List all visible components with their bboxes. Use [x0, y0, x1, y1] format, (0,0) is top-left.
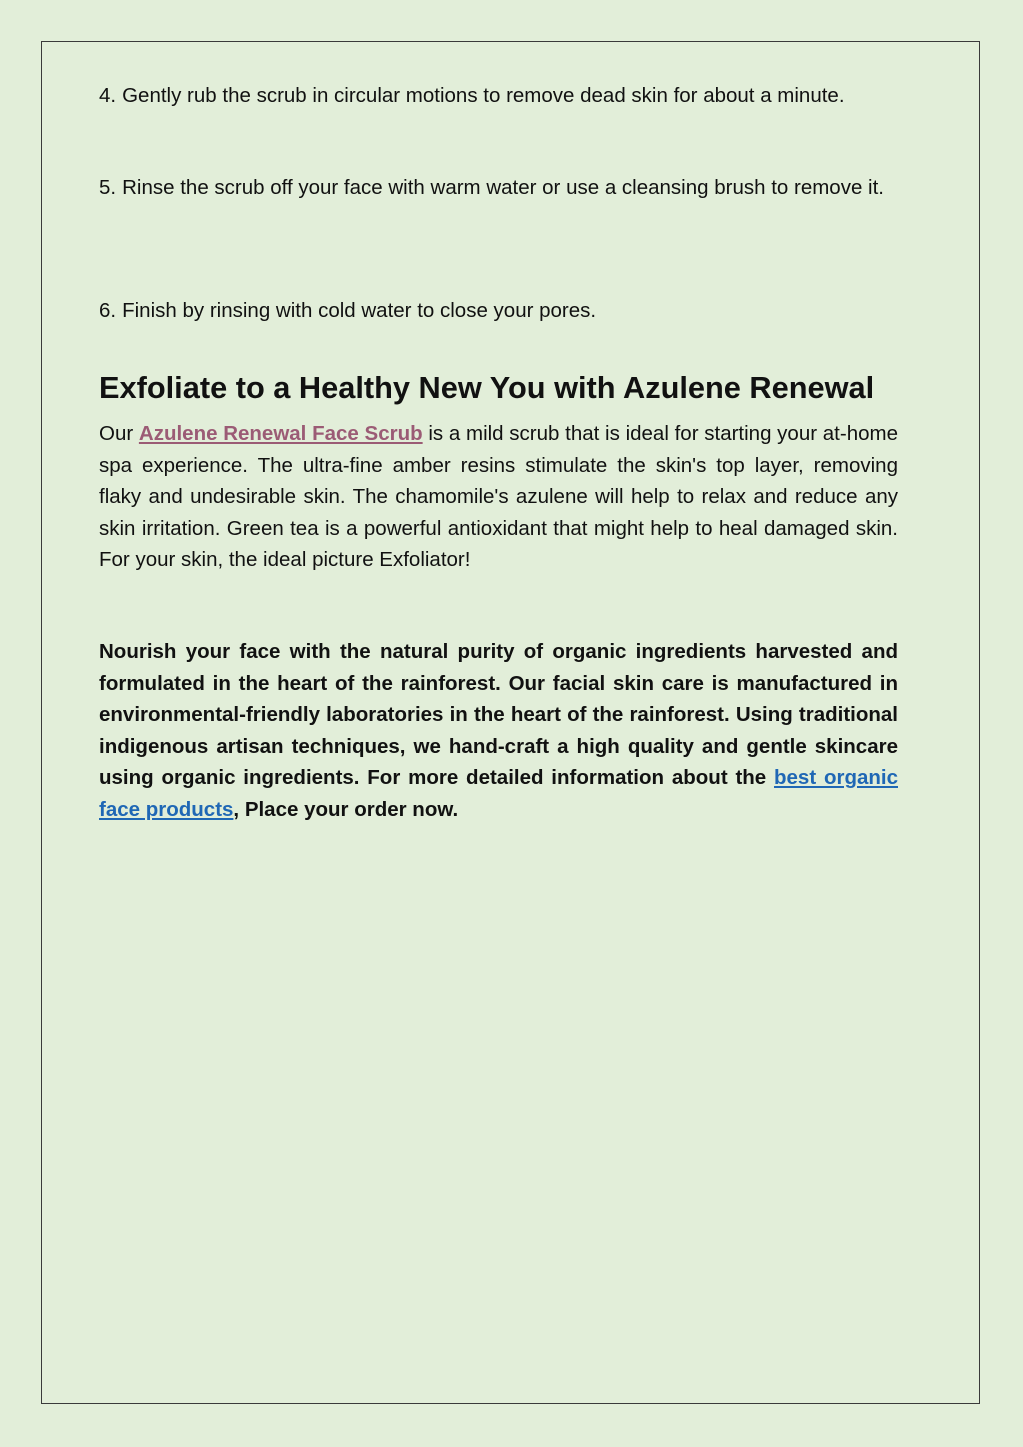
product-link[interactable]: Azulene Renewal Face Scrub [138, 422, 423, 445]
intro-paragraph [99, 418, 898, 576]
step-number: 5. [99, 176, 117, 199]
step-item [99, 172, 898, 204]
step-number: 6. [99, 299, 117, 322]
closing-paragraph [99, 636, 898, 825]
step-text: Finish by rinsing with cold water to close your pores. [122, 299, 597, 322]
closing-tail: , Place your order now. [233, 797, 459, 821]
step-number: 4. [99, 84, 117, 107]
step-text: Rinse the scrub off your face with warm water or use a cleansing brush to remove it. [122, 176, 884, 199]
intro-body: is a mild scrub that is ideal for starting your at-home spa experience. The ultra-fine amber resins stimulate the skin's top layer, removing flaky and undesirable skin. The chamomile's azulene will help to relax and reduce any skin irritation. Green tea is a powerful antioxidant that might help to heal damaged skin. For your skin, the ideal picture Exfoliator! [99, 422, 898, 571]
closing-body: Nourish your face with the natural purity of organic ingredients harvested and formulated in the heart of the rainforest. Our facial skin care is manufactured in environmental-friendly laboratories in the heart of the rainforest. Using traditional indigenous artisan techniques, we hand-craft a high quality and gentle skincare using organic ingredients. For more detailed information about the [99, 640, 898, 789]
intro-lead: Our [99, 422, 139, 445]
step-item [99, 295, 898, 327]
organic-products-link[interactable]: best organic face products [99, 766, 898, 821]
step-text: Gently rub the scrub in circular motions to remove dead skin for about a minute. [122, 84, 845, 107]
step-item [99, 80, 898, 112]
section-heading: Exfoliate to a Healthy New You with Azulene Renewal [99, 370, 875, 405]
